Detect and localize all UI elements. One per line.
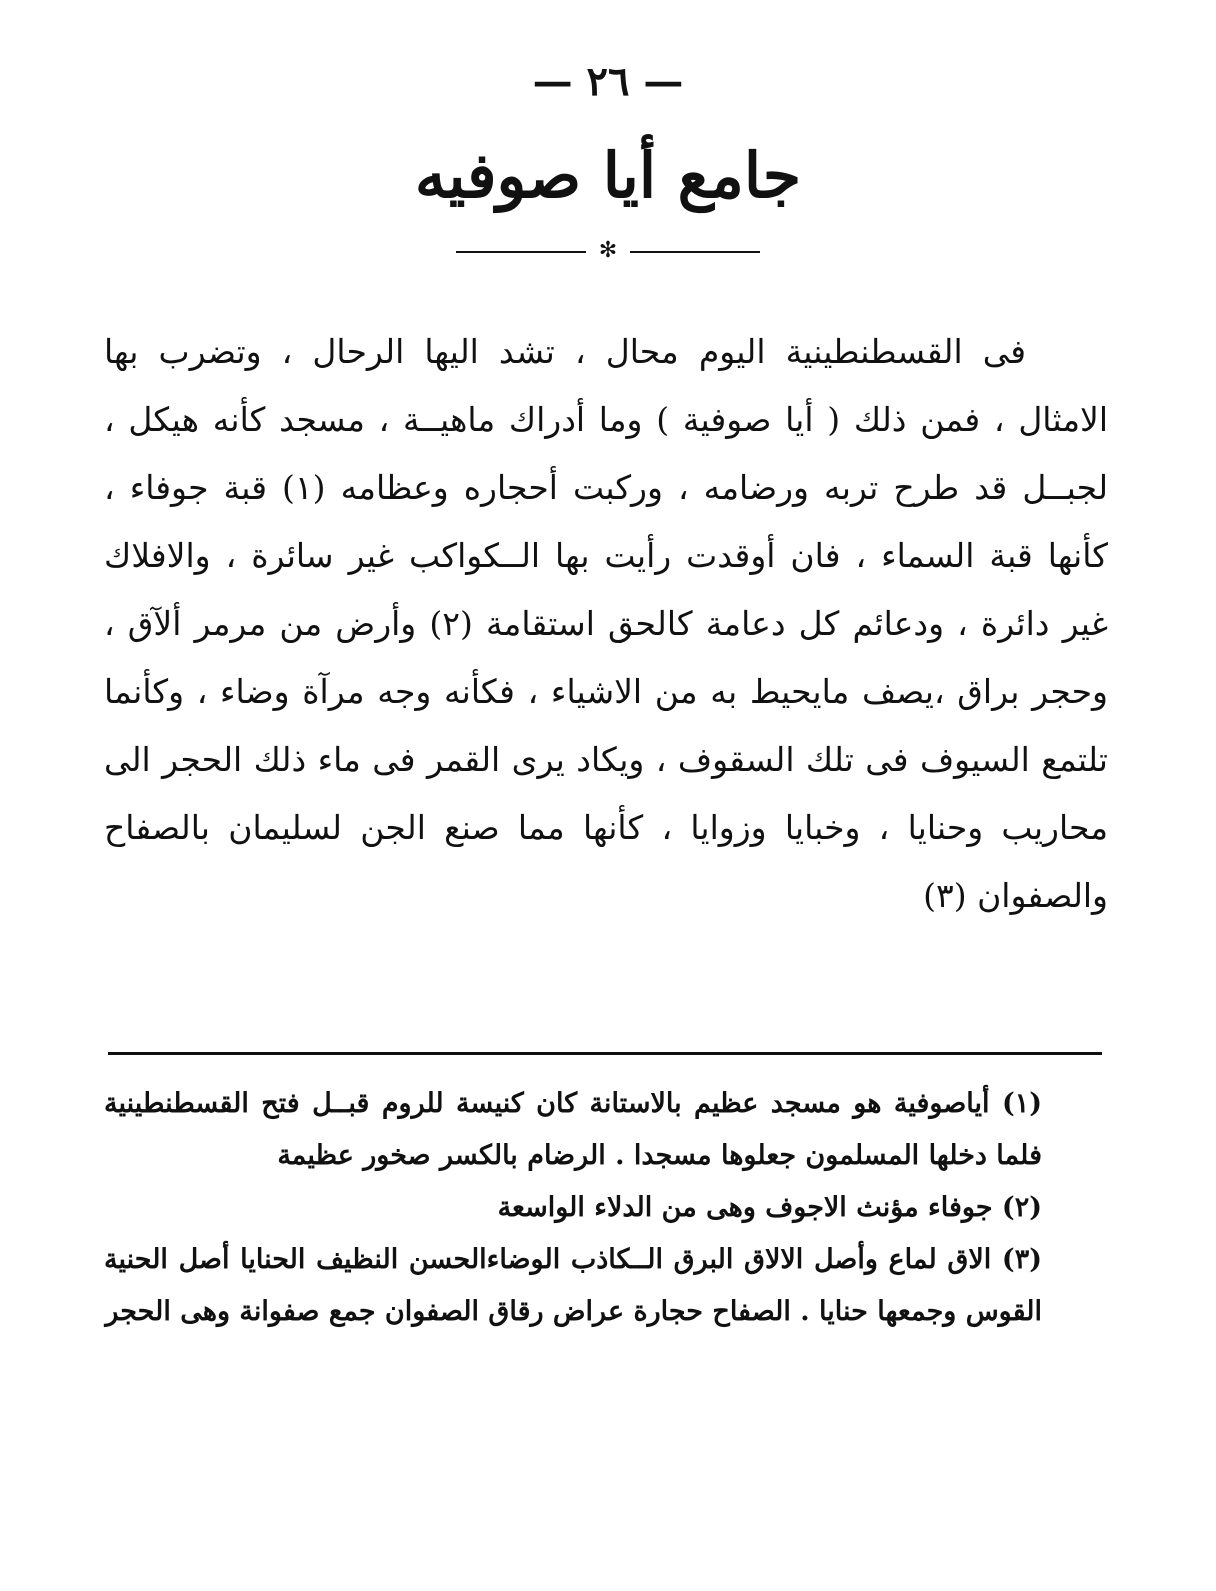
footnote-3-text: الاق لماع وأصل الالاق البرق الــكاذب الوضاءالحسن النظيف الحنايا أصل الحنية القوس وجمعها حنايا . الصفاح حجارة عراض رقاق الصفوان جمع صفوانة وهى الحجر	[104, 1244, 1042, 1327]
asterisk-ornament-icon: ✻	[598, 238, 618, 263]
footnote-3-marker: (٣)	[1001, 1244, 1042, 1275]
footnote-3	[104, 1234, 1104, 1338]
ornament-line-left	[456, 251, 586, 253]
page-title: جامع أيا صوفيه	[414, 139, 802, 212]
footnote-2-text: جوفاء مؤنث الاجوف وهى من الدلاء الواسعة	[497, 1192, 993, 1223]
footnote-1-text: أياصوفية هو مسجد عظيم بالاستانة كان كنيسة للروم قبــل فتح القسطنطينية فلما دخلها المسلمون جعلوها مسجدا . الرضام بالكسر صخور عظيمة	[104, 1088, 1042, 1171]
ornament-line-right	[630, 251, 760, 253]
footnote-1	[104, 1078, 1104, 1182]
page-number: — ٢٦ —	[532, 58, 684, 105]
main-paragraph: فى القسطنطينية اليوم محال ، تشد اليها الرحال ، وتضرب بها الامثال ، فمن ذلك ( أيا صوفية ) وما أدراك ماهيــة ، مسجد كأنه هيكل ، لجبــل قد طرح تربه ورضامه ، وركبت أحجاره وعظامه (١) قبة جوفاء ، كأنها قبة السماء ، فان أوقدت رأيت بها الــكواكب غير سائرة ، والافلاك غير دائرة ، ودعائم كل دعامة كالحق استقامة (٢) وأرض من مرمر ألآق ، وحجر براق ،يصف مايحيط به من الاشياء ، فكأنه وجه مرآة وضاء ، وكأنما تلتمع السيوف فى تلك السقوف ، ويكاد يرى القمر فى ماء ذلك الحجر الى محاريب وحنايا ، وخبايا وزوايا ، كأنها مما صنع الجن لسليمان بالصفاح والصفوان (٣)	[104, 332, 1109, 915]
footnote-1-marker: (١)	[1001, 1088, 1043, 1119]
main-paragraph-block	[104, 318, 1108, 930]
footnotes-section	[104, 1078, 1104, 1338]
footnote-2	[104, 1182, 1104, 1234]
footnote-divider	[108, 1052, 1102, 1055]
title-ornament	[456, 238, 760, 263]
footnote-2-marker: (٢)	[1001, 1192, 1042, 1223]
